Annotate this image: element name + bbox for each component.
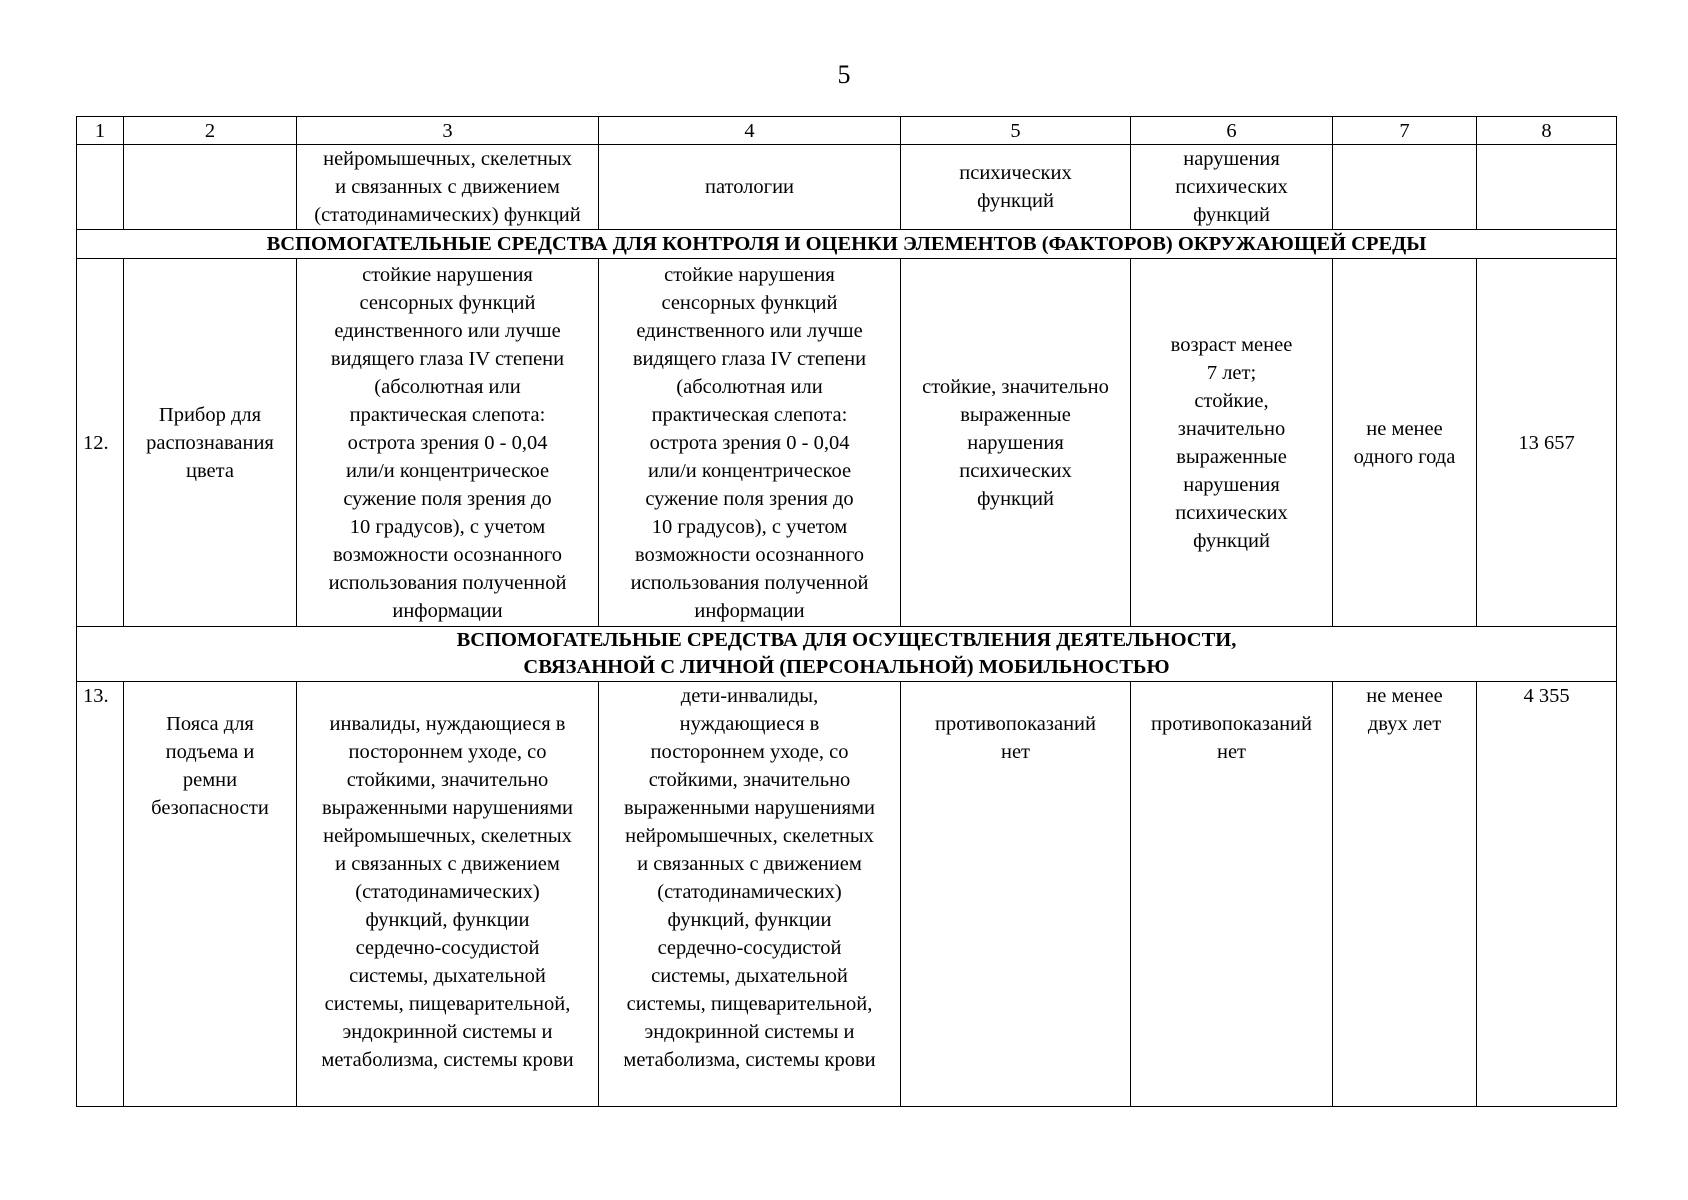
section-row-environment: [77, 230, 1617, 259]
page-number: 5: [837, 60, 851, 89]
section-title-environment: ВСПОМОГАТЕЛЬНЫЕ СРЕДСТВА ДЛЯ КОНТРОЛЯ И ОЦЕНКИ ЭЛЕМЕНТОВ (ФАКТОРОВ) ОКРУЖАЮЩЕЙ СРЕДЫ: [77, 230, 1617, 259]
item-name: Прибор для распознавания цвета: [124, 259, 297, 627]
row-number: 12.: [77, 259, 124, 627]
continuation-cell-7: [1333, 145, 1477, 230]
contraindications-children: возраст менее 7 лет; стойкие, значительно выраженные нарушения психических функций: [1131, 259, 1333, 627]
table-row-12: [77, 259, 1617, 627]
usage-term: не менее одного года: [1333, 259, 1477, 627]
column-number-5: 5: [901, 117, 1131, 145]
continuation-cell-1: [77, 145, 124, 230]
section-title-mobility: ВСПОМОГАТЕЛЬНЫЕ СРЕДСТВА ДЛЯ ОСУЩЕСТВЛЕНИЯ ДЕЯТЕЛЬНОСТИ, СВЯЗАННОЙ С ЛИЧНОЙ (ПЕРСОНАЛЬНОЙ) МОБИЛЬНОСТЬЮ: [77, 627, 1617, 682]
indications-children: дети-инвалиды, нуждающиеся в постороннем уходе, со стойкими, значительно выраженными нарушениями нейромышечных, скелетных и связанных с движением (статодинамических) функций, функции сердечно-сосудистой системы, дыхательной системы, пищеварительной, эндокринной системы и метаболизма, системы крови: [599, 682, 901, 1107]
column-number-1: 1: [77, 117, 124, 145]
continuation-row: [77, 145, 1617, 230]
continuation-cell-8: [1477, 145, 1617, 230]
continuation-cell-6: нарушения психических функций: [1131, 145, 1333, 230]
document-table: [76, 116, 1617, 1107]
column-number-6: 6: [1131, 117, 1333, 145]
indications-adults: стойкие нарушения сенсорных функций единственного или лучше видящего глаза IV степени (абсолютная или практическая слепота: острота зрения 0 - 0,04 или/и концентрическое сужение поля зрения до 10 градусов), с учетом возможности осознанного использования полученной информации: [297, 259, 599, 627]
table-row-13: [77, 682, 1617, 1107]
continuation-cell-5: психических функций: [901, 145, 1131, 230]
column-number-row: [77, 117, 1617, 145]
column-number-2: 2: [124, 117, 297, 145]
price: 13 657: [1477, 259, 1617, 627]
indications-children: стойкие нарушения сенсорных функций единственного или лучше видящего глаза IV степени (абсолютная или практическая слепота: острота зрения 0 - 0,04 или/и концентрическое сужение поля зрения до 10 градусов), с учетом возможности осознанного использования полученной информации: [599, 259, 901, 627]
column-number-4: 4: [599, 117, 901, 145]
continuation-cell-2: [124, 145, 297, 230]
section-row-mobility: [77, 627, 1617, 682]
contraindications-adults: стойкие, значительно выраженные нарушения психических функций: [901, 259, 1131, 627]
contraindications-children: противопоказаний нет: [1131, 682, 1333, 1107]
row-number: 13.: [77, 682, 124, 1107]
price: 4 355: [1477, 682, 1617, 1107]
column-number-8: 8: [1477, 117, 1617, 145]
column-number-3: 3: [297, 117, 599, 145]
contraindications-adults: противопоказаний нет: [901, 682, 1131, 1107]
indications-adults: инвалиды, нуждающиеся в постороннем уходе, со стойкими, значительно выраженными нарушениями нейромышечных, скелетных и связанных с движением (статодинамических) функций, функции сердечно-сосудистой системы, дыхательной системы, пищеварительной, эндокринной системы и метаболизма, системы крови: [297, 682, 599, 1107]
continuation-cell-4: патологии: [599, 145, 901, 230]
continuation-cell-3: нейромышечных, скелетных и связанных с движением (статодинамических) функций: [297, 145, 599, 230]
usage-term: не менее двух лет: [1333, 682, 1477, 1107]
item-name: Пояса для подъема и ремни безопасности: [124, 682, 297, 1107]
column-number-7: 7: [1333, 117, 1477, 145]
